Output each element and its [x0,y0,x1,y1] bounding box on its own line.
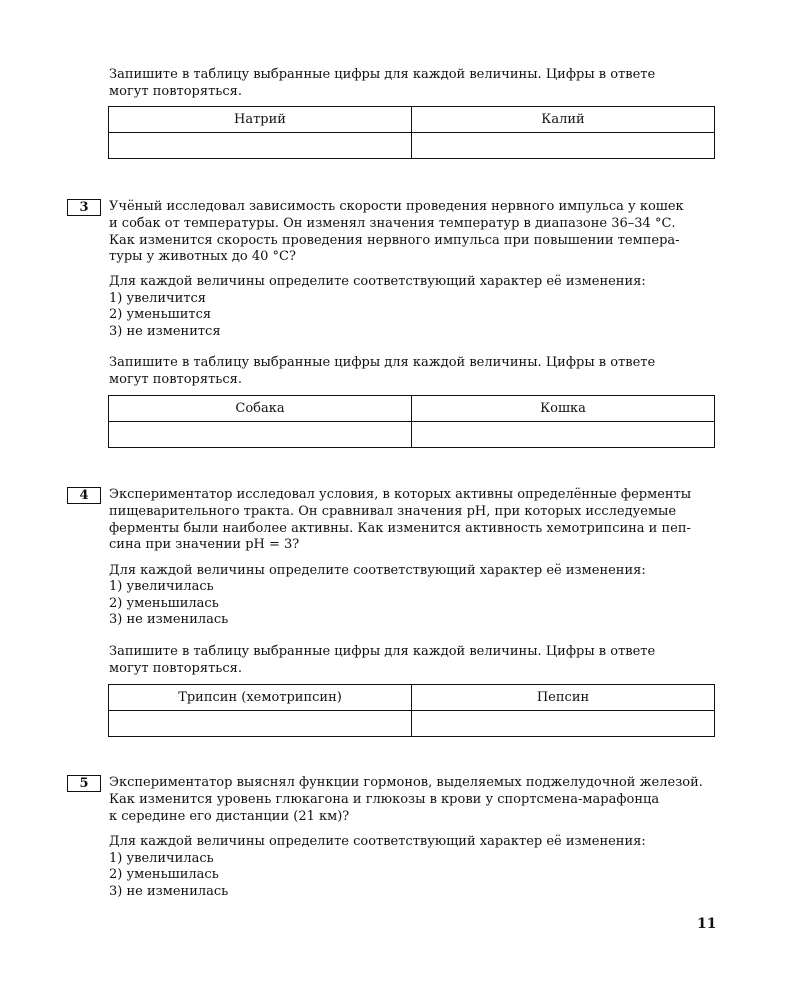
question-text-l4: туры у животных до 40 °С? [109,249,296,264]
change-instruction: Для каждой величины определите соответствующий характер её изменения: [109,274,646,289]
option-item: 2) уменьшилась [109,867,219,882]
answer-cell[interactable] [412,133,715,159]
record-instruction-l2: могут повторяться. [109,84,242,99]
record-instruction-l2: могут повторяться. [109,661,242,676]
question-text-l3: ферменты были наиболее активны. Как изменится активность хемотрипсина и пеп- [109,521,691,536]
table-header: Натрий [109,107,412,133]
question-text-l2: и собак от температуры. Он изменял значения температур в диапазоне 36–34 °С. [109,216,676,231]
answer-cell[interactable] [412,711,715,737]
answer-cell[interactable] [109,711,412,737]
answer-cell[interactable] [109,133,412,159]
option-item: 1) увеличится [109,291,206,306]
record-instruction-l1: Запишите в таблицу выбранные цифры для каждой величины. Цифры в ответе [109,67,656,82]
question-number-box: 4 [67,487,101,504]
table-header: Калий [412,107,715,133]
question-text-l4: сина при значении pH = 3? [109,537,300,552]
answer-cell[interactable] [412,422,715,448]
table-header: Пепсин [412,685,715,711]
question-text-l3: Как изменится скорость проведения нервного импульса при повышении темпера- [109,233,680,248]
answer-table-q2 [108,106,715,159]
answer-table-q3 [108,395,715,448]
question-text-l2: Как изменится уровень глюкагона и глюкозы в крови у спортсмена-марафонца [109,792,660,807]
option-item: 1) увеличилась [109,579,214,594]
record-instruction-l1: Запишите в таблицу выбранные цифры для каждой величины. Цифры в ответе [109,644,656,659]
question-number-box: 3 [67,199,101,216]
option-item: 3) не изменилась [109,884,229,899]
change-instruction: Для каждой величины определите соответствующий характер её изменения: [109,563,646,578]
page-number: 11 [697,916,717,932]
option-item: 3) не изменится [109,324,221,339]
question-text-l3: к середине его дистанции (21 км)? [109,809,350,824]
table-header: Собака [109,396,412,422]
change-instruction: Для каждой величины определите соответствующий характер её изменения: [109,834,646,849]
question-text-l1: Экспериментатор исследовал условия, в которых активны определённые ферменты [109,487,692,502]
option-item: 3) не изменилась [109,612,229,627]
question-text-l1: Учёный исследовал зависимость скорости проведения нервного импульса у кошек [109,199,684,214]
table-header: Трипсин (хемотрипсин) [109,685,412,711]
question-number-box: 5 [67,775,101,792]
record-instruction-l2: могут повторяться. [109,372,242,387]
answer-table-q4 [108,684,715,737]
question-text-l1: Экспериментатор выяснял функции гормонов, выделяемых поджелудочной железой. [109,775,703,790]
option-item: 1) увеличилась [109,851,214,866]
option-item: 2) уменьшилась [109,596,219,611]
question-text-l2: пищеварительного тракта. Он сравнивал значения pH, при которых исследуемые [109,504,677,519]
table-header: Кошка [412,396,715,422]
answer-cell[interactable] [109,422,412,448]
option-item: 2) уменьшится [109,307,212,322]
record-instruction-l1: Запишите в таблицу выбранные цифры для каждой величины. Цифры в ответе [109,355,656,370]
